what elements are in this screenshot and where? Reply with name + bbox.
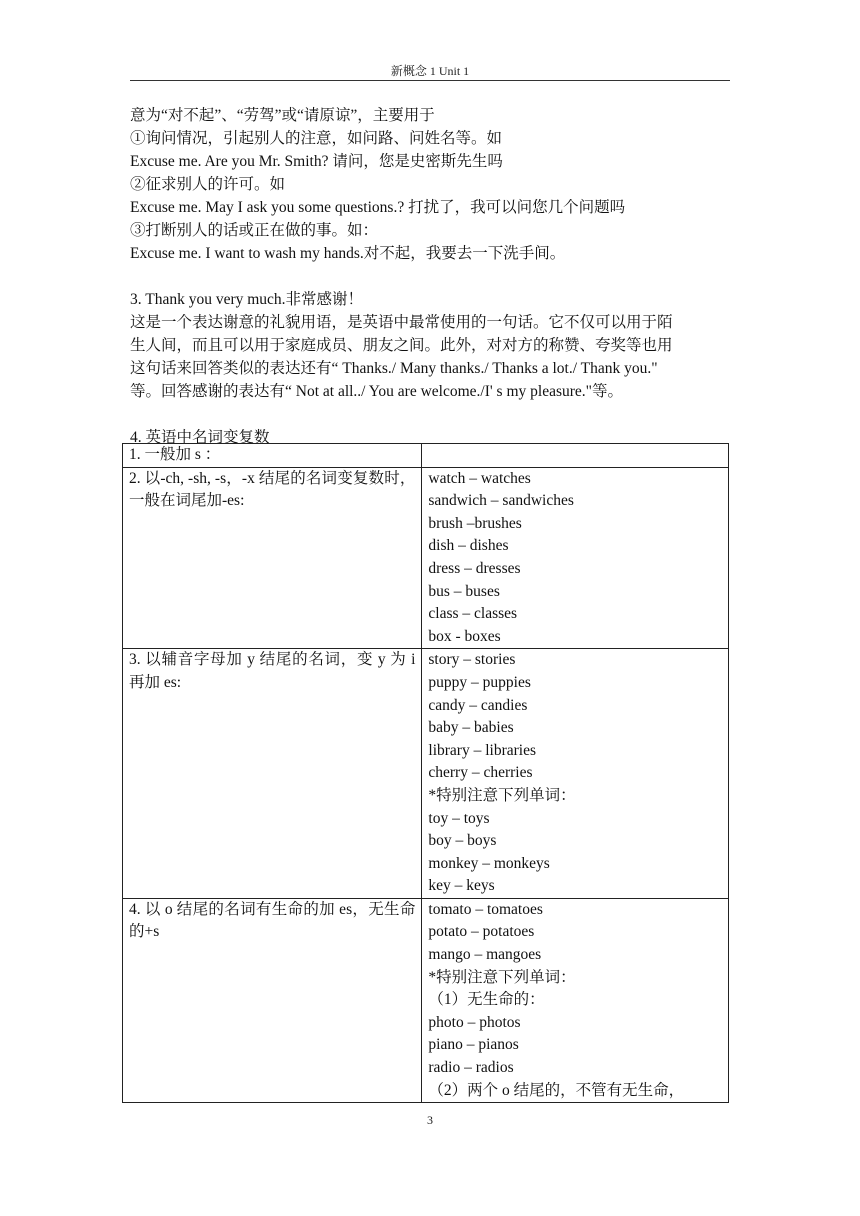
page-number: 3: [427, 1113, 433, 1127]
examples-cell: [422, 467, 729, 649]
example-item: boy – boys: [428, 832, 497, 850]
intro-line: ②征求别人的许可。如: [130, 176, 286, 193]
example-item: monkey – monkeys: [428, 854, 550, 872]
table-row: [123, 444, 729, 468]
example-item: baby – babies: [428, 719, 514, 737]
example-item: box - boxes: [428, 627, 501, 645]
example-item: photo – photos: [428, 1013, 521, 1031]
example-item: piano – pianos: [428, 1036, 519, 1054]
rule-cell: 2. 以-ch, -sh, -s，-x 结尾的名词变复数时，一般在词尾加-es:: [123, 467, 422, 649]
paragraph-line: 生人间，而且可以用于家庭成员、朋友之间。此外，对对方的称赞、夸奖等也用: [130, 337, 673, 354]
example-item: bus – buses: [428, 582, 500, 600]
example-subheading: （1）无生命的：: [428, 991, 545, 1009]
intro-line: Excuse me. I want to wash my hands.对不起，我要去一下洗手间。: [130, 245, 566, 262]
document-body: [130, 104, 730, 449]
spacer: [130, 403, 730, 426]
example-note: *特别注意下列单词：: [428, 786, 576, 804]
table-row: [123, 898, 729, 1102]
example-item: potato – potatoes: [428, 923, 535, 941]
example-item: library – libraries: [428, 741, 536, 759]
example-item: watch – watches: [428, 469, 531, 487]
header-divider: [130, 80, 730, 81]
intro-line: ③打断别人的话或正在做的事。如：: [130, 222, 379, 239]
paragraph-line: 等。回答感谢的表达有“ Not at all../ You are welcome./I' s my pleasure."等。: [130, 383, 623, 400]
example-note: *特别注意下列单词：: [428, 968, 576, 986]
rule-cell: 3. 以辅音字母加 y 结尾的名词，变 y 为 i 再加 es:: [123, 649, 422, 899]
example-item: brush –brushes: [428, 514, 522, 532]
example-item: radio – radios: [428, 1059, 514, 1077]
example-item: tomato – tomatoes: [428, 900, 543, 918]
paragraph-line: 这句话来回答类似的表达还有“ Thanks./ Many thanks./ Thanks a lot./ Thank you.": [130, 360, 658, 377]
plural-rules-table: [122, 443, 729, 1103]
table-row: [123, 649, 729, 899]
table-row: [123, 467, 729, 649]
intro-line: ①询问情况，引起别人的注意，如问路、问姓名等。如: [130, 130, 503, 147]
paragraph-line: 这是一个表达谢意的礼貌用语，是英语中最常使用的一句话。它不仅可以用于陌: [130, 314, 673, 331]
examples-cell: [422, 444, 729, 468]
example-item: dress – dresses: [428, 559, 521, 577]
example-item: dish – dishes: [428, 537, 509, 555]
example-item: class – classes: [428, 605, 518, 623]
example-item: cherry – cherries: [428, 764, 533, 782]
example-subheading: （2）两个 o 结尾的，不管有无生命，: [428, 1081, 685, 1099]
example-item: key – keys: [428, 877, 495, 895]
rule-cell: 1. 一般加 s ：: [123, 444, 422, 468]
example-item: sandwich – sandwiches: [428, 492, 574, 510]
section-heading: 3. Thank you very much.非常感谢！: [130, 291, 364, 308]
intro-line: Excuse me. May I ask you some questions.? 打扰了，我可以问您几个问题吗: [130, 199, 626, 216]
example-item: toy – toys: [428, 809, 490, 827]
intro-line: Excuse me. Are you Mr. Smith? 请问，您是史密斯先生吗: [130, 153, 503, 170]
examples-cell: [422, 898, 729, 1102]
section-heading: 4. 英语中名词变复数: [130, 429, 270, 446]
page-header: 新概念 1 Unit 1: [390, 64, 470, 78]
example-item: story – stories: [428, 651, 516, 669]
spacer: [130, 265, 730, 288]
rule-cell: 4. 以 o 结尾的名词有生命的加 es，无生命的+s: [123, 898, 422, 1102]
example-item: mango – mangoes: [428, 946, 542, 964]
examples-cell: [422, 649, 729, 899]
intro-line: 意为“对不起”、“劳驾”或“请原谅”，主要用于: [130, 107, 435, 124]
example-item: candy – candies: [428, 696, 528, 714]
example-item: puppy – puppies: [428, 673, 531, 691]
